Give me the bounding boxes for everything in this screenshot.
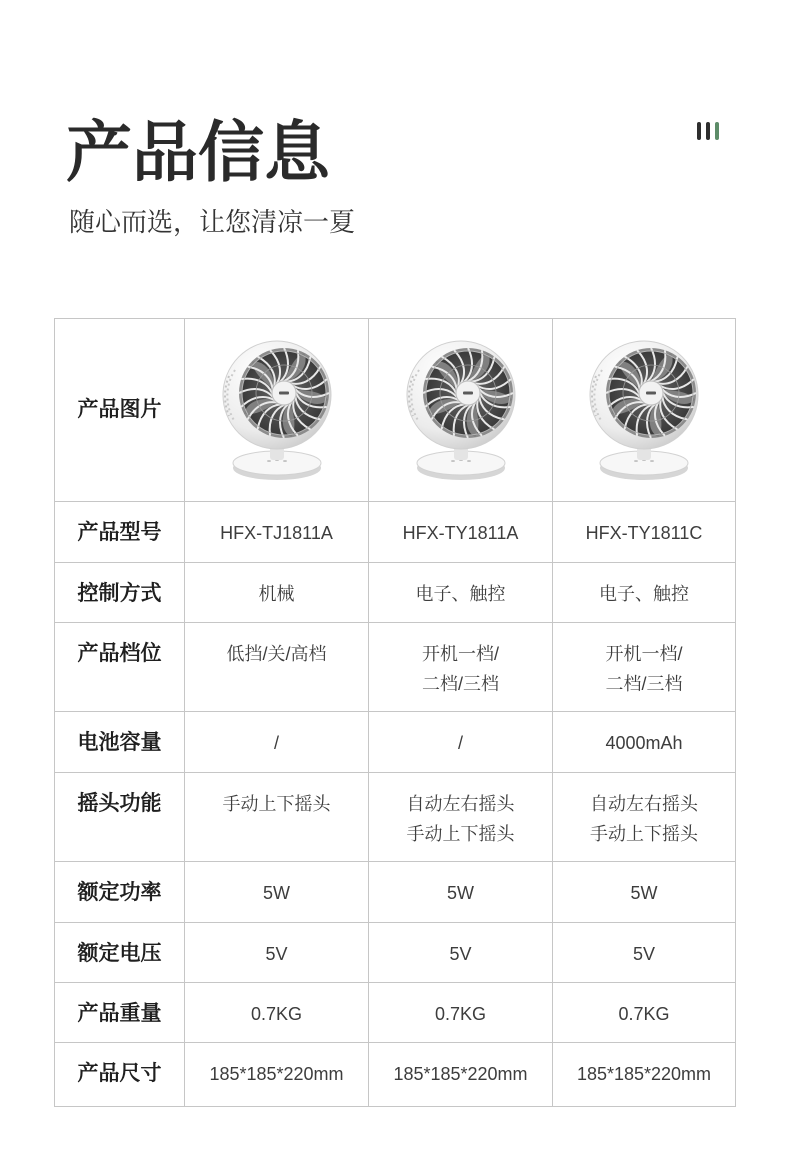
value-cell <box>369 1043 553 1107</box>
value-cell <box>185 923 369 983</box>
value-cell <box>553 773 736 862</box>
product-image-cell <box>369 319 553 502</box>
cell-line: HFX-TY1811C <box>585 523 703 543</box>
row-label-oscillation: 摇头功能 <box>55 773 185 862</box>
cell-line: 5V <box>632 944 656 964</box>
value-cell <box>185 862 369 923</box>
row-label-control: 控制方式 <box>55 563 185 623</box>
cell-line: 二档/三档 <box>605 674 683 694</box>
cell-line: 5W <box>263 883 290 903</box>
row-label-weight: 产品重量 <box>55 983 185 1043</box>
page-subtitle: 随心而选，让您清凉一夏 <box>69 207 356 237</box>
cell-line: / <box>273 733 279 753</box>
value-cell <box>185 983 369 1043</box>
value-cell <box>553 1043 736 1107</box>
cell-line: 5V <box>449 944 472 964</box>
cell-line: 电子、触控 <box>415 584 506 604</box>
cell-line: 0.7KG <box>618 1004 670 1024</box>
value-cell <box>553 502 736 563</box>
cell-line: 机械 <box>258 584 295 604</box>
value-cell <box>185 773 369 862</box>
row-label-battery: 电池容量 <box>55 712 185 773</box>
cell-line: 自动左右摇头 <box>590 794 698 814</box>
value-cell <box>553 923 736 983</box>
cell-line: 0.7KG <box>434 1004 487 1024</box>
row-label-size: 产品尺寸 <box>55 1043 185 1107</box>
cell-line: 自动左右摇头 <box>406 794 515 814</box>
decor-bar <box>706 122 710 140</box>
cell-line: 4000mAh <box>605 733 683 753</box>
cell-line: 5V <box>265 944 288 964</box>
value-cell <box>185 712 369 773</box>
product-image-cell <box>185 319 369 502</box>
row-label-voltage: 额定电压 <box>55 923 185 983</box>
spec-table <box>54 318 736 1107</box>
cell-line: 二档/三档 <box>421 674 499 694</box>
value-cell <box>185 1043 369 1107</box>
value-cell <box>369 712 553 773</box>
cell-line: 185*185*220mm <box>576 1064 712 1084</box>
desk-fan-icon <box>584 340 704 482</box>
value-cell <box>369 502 553 563</box>
cell-line: 电子、触控 <box>599 584 689 604</box>
value-cell <box>185 563 369 623</box>
decor-bar <box>697 122 701 140</box>
value-cell <box>369 773 553 862</box>
product-image-cell <box>553 319 736 502</box>
cell-line: HFX-TY1811A <box>402 523 519 543</box>
row-label-power: 额定功率 <box>55 862 185 923</box>
desk-fan-icon <box>401 340 521 482</box>
value-cell <box>369 983 553 1043</box>
cell-line: 低挡/关/高档 <box>226 644 327 664</box>
value-cell <box>369 623 553 712</box>
cell-line: 185*185*220mm <box>393 1064 528 1084</box>
value-cell <box>369 862 553 923</box>
row-label-speed: 产品档位 <box>55 623 185 712</box>
page-title: 产品信息 <box>66 115 330 189</box>
value-cell <box>369 563 553 623</box>
cell-line: 手动上下摇头 <box>406 824 515 844</box>
cell-line: 5W <box>630 883 658 903</box>
cell-line: 手动上下摇头 <box>222 794 331 814</box>
cell-line: 手动上下摇头 <box>590 824 698 844</box>
cell-line: 开机一档/ <box>605 644 683 664</box>
cell-line: 0.7KG <box>250 1004 303 1024</box>
cell-line: 5W <box>447 883 474 903</box>
value-cell <box>185 502 369 563</box>
value-cell <box>553 983 736 1043</box>
row-label-model: 产品型号 <box>55 502 185 563</box>
row-label-product-image: 产品图片 <box>55 319 185 502</box>
value-cell <box>185 623 369 712</box>
cell-line: 185*185*220mm <box>209 1064 344 1084</box>
decor-bar <box>715 122 719 140</box>
value-cell <box>369 923 553 983</box>
value-cell <box>553 712 736 773</box>
cell-line: HFX-TJ1811A <box>220 523 333 543</box>
decor-bars <box>697 122 719 140</box>
value-cell <box>553 862 736 923</box>
cell-line: 开机一档/ <box>421 644 499 664</box>
value-cell <box>553 563 736 623</box>
desk-fan-icon <box>217 340 337 482</box>
value-cell <box>553 623 736 712</box>
cell-line: / <box>457 733 463 753</box>
